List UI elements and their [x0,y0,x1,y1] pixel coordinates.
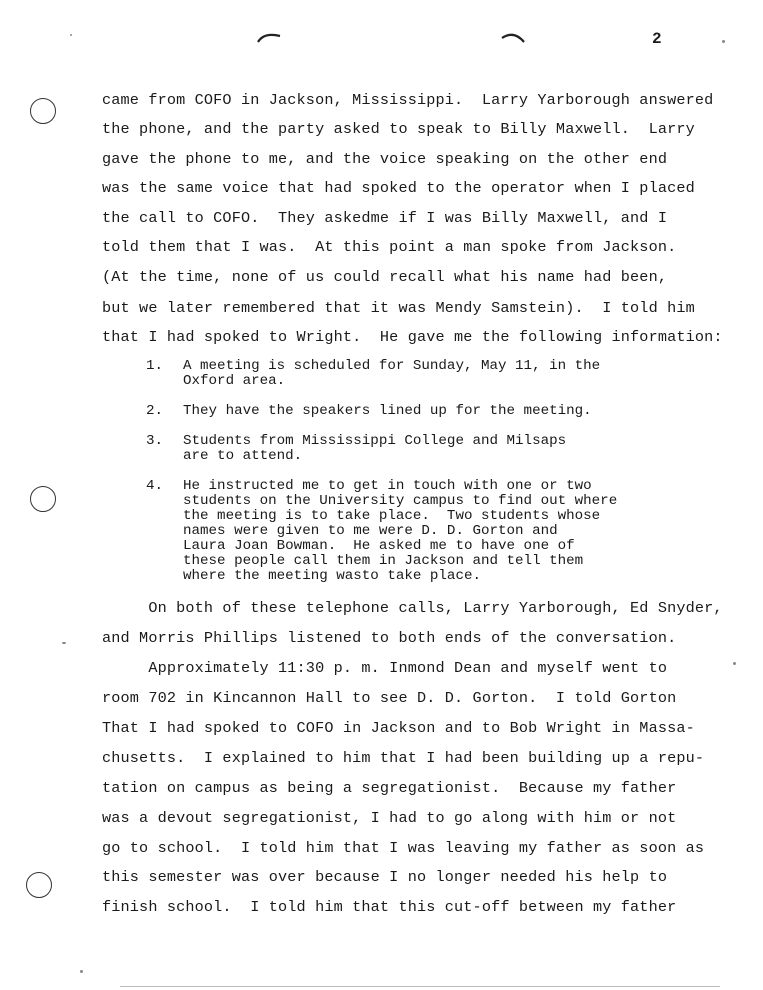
top-right-bracket-mark [500,30,526,44]
list-item-line: the meeting is to take place. Two students whose [183,508,601,524]
body-line: the phone, and the party asked to speak to Billy Maxwell. Larry [102,120,695,138]
body-line: On both of these telephone calls, Larry Yarborough, Ed Snyder, [102,599,723,617]
body-line: go to school. I told him that I was leaving my father as soon as [102,839,705,857]
bottom-scan-edge [120,986,720,987]
body-line: but we later remembered that it was Mendy Samstein). I told him [102,299,695,317]
scan-speck [733,662,736,665]
list-item-number: 3. [146,433,164,449]
body-line: tation on campus as being a segregationist. Because my father [102,779,677,797]
page-number: 2 [652,30,662,48]
list-item-line: are to attend. [183,448,303,464]
list-item-line: where the meeting wasto take place. [183,568,481,584]
top-left-bracket-mark [256,30,282,44]
list-item-line: He instructed me to get in touch with one or two [183,478,592,494]
scan-speck [722,40,725,43]
body-line: room 702 in Kincannon Hall to see D. D. Gorton. I told Gorton [102,689,677,707]
body-line: chusetts. I explained to him that I had been building up a repu- [102,749,705,767]
scan-speck [80,970,83,973]
list-item-number: 1. [146,358,164,374]
scan-speck [70,34,72,36]
list-item-line: Laura Joan Bowman. He asked me to have one of [183,538,575,554]
body-line: (At the time, none of us could recall what his name had been, [102,268,668,286]
list-item-line: Students from Mississippi College and Milsaps [183,433,567,449]
body-line: finish school. I told him that this cut-off between my father [102,898,677,916]
body-line: told them that I was. At this point a man spoke from Jackson. [102,238,677,256]
list-item-line: students on the University campus to find out where [183,493,618,509]
body-line: was a devout segregationist, I had to go along with him or not [102,809,677,827]
body-line: that I had spoked to Wright. He gave me the following information: [102,328,723,346]
body-line: Approximately 11:30 p. m. Inmond Dean and myself went to [102,659,668,677]
list-item-line: They have the speakers lined up for the meeting. [183,403,592,419]
binder-hole-middle [30,486,56,512]
body-line: came from COFO in Jackson, Mississippi. Larry Yarborough answered [102,91,714,109]
body-line: the call to COFO. They askedme if I was Billy Maxwell, and I [102,209,668,227]
scan-speck [62,642,66,644]
list-item-number: 2. [146,403,164,419]
binder-hole-bottom [26,872,52,898]
body-line: That I had spoked to COFO in Jackson and to Bob Wright in Massa- [102,719,695,737]
body-line: and Morris Phillips listened to both ends of the conversation. [102,629,677,647]
list-item-line: A meeting is scheduled for Sunday, May 11, in the [183,358,601,374]
binder-hole-top [30,98,56,124]
body-line: gave the phone to me, and the voice speaking on the other end [102,150,668,168]
body-line: this semester was over because I no longer needed his help to [102,868,668,886]
list-item-line: Oxford area. [183,373,286,389]
body-line: was the same voice that had spoked to the operator when I placed [102,179,695,197]
list-item-line: names were given to me were D. D. Gorton and [183,523,558,539]
list-item-line: these people call them in Jackson and tell them [183,553,584,569]
list-item-number: 4. [146,478,164,494]
